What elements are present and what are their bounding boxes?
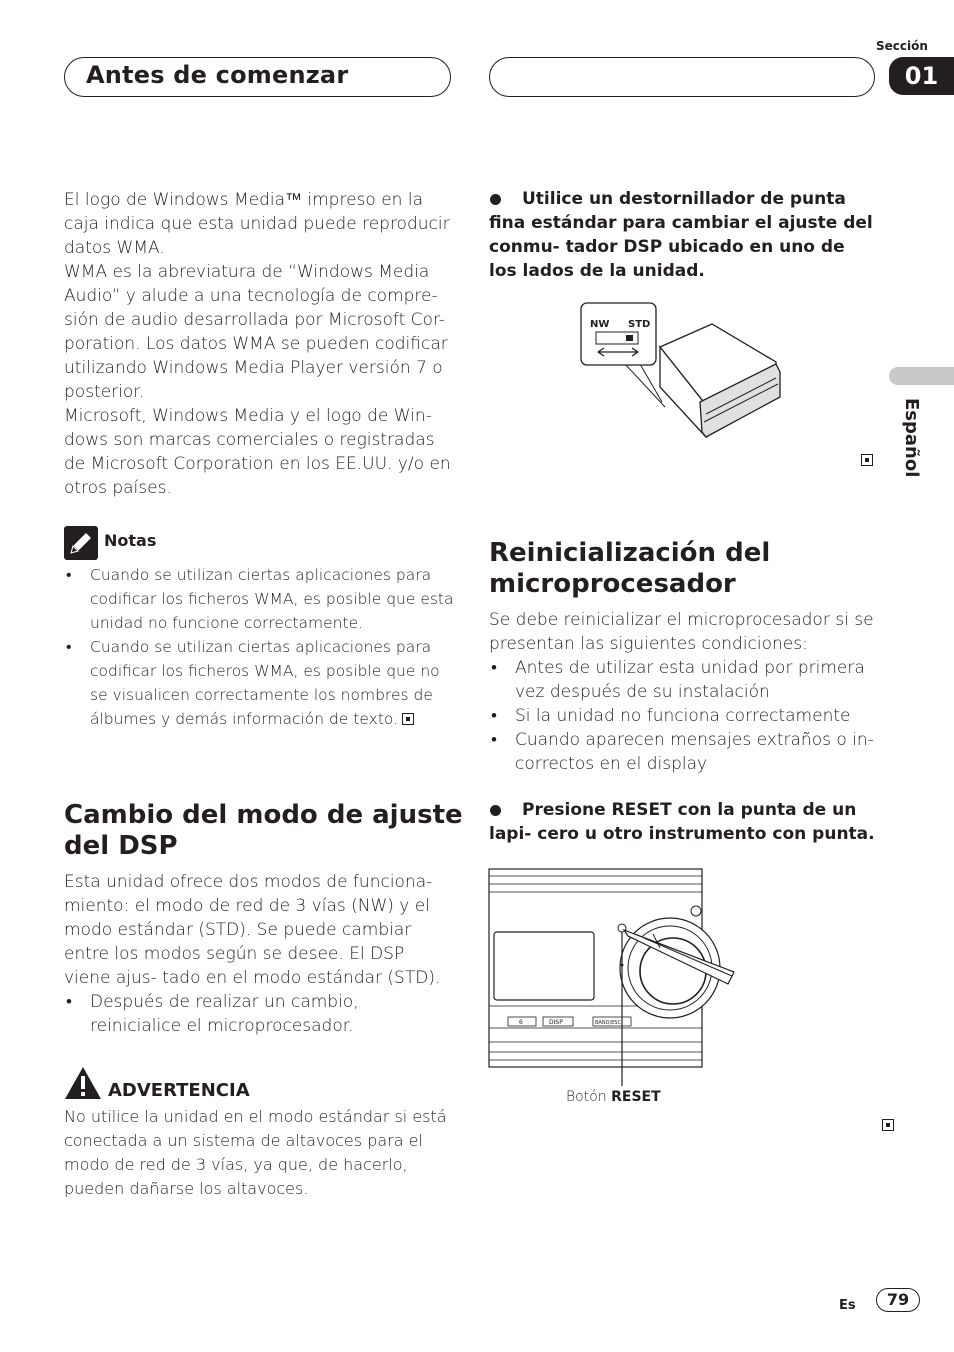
notes-title: Notas	[104, 531, 157, 550]
notes-icon	[64, 526, 98, 560]
intro-paragraph: WMA es la abreviatura de “Windows Media Audio” y alude a una tecnología de compre- sión de audio desarrollada por Microsoft Cor- poration. Los datos WMA se pueden codificar utilizando Windows Media Player versión 7 o posterior.	[64, 262, 448, 402]
page-title: Antes de comenzar	[86, 61, 349, 89]
section-label: Sección	[876, 39, 928, 53]
dsp-bullets	[64, 990, 454, 1038]
warning-icon	[64, 1066, 102, 1100]
device-button-band: BAND/ESC	[595, 1020, 621, 1026]
header-empty-box	[489, 57, 875, 97]
switch-label-nw: NW	[590, 319, 610, 330]
reset-caption	[566, 1089, 661, 1105]
dsp-paragraph: Esta unidad ofrece dos modos de funciona- miento: el modo de red de 3 vías (NW) y el modo estándar (STD). Se puede cambiar entre los modos según se desee. El DSP viene ajus- tado en el modo estándar (STD).	[64, 872, 441, 988]
reset-bullet-item: • Si la unidad no funciona correctamente	[489, 704, 879, 728]
device-button-6: 6	[519, 1019, 523, 1026]
reset-bullet-item: • Antes de utilizar esta unidad por primera vez después de su instalación	[489, 656, 879, 704]
note-item: • Cuando se utilizan ciertas aplicaciones para codificar los ficheros WMA, es posible que esta unidad no funcione correctamente.	[64, 563, 454, 635]
reset-bullet-item: • Cuando aparecen mensajes extraños o in- correctos en el display	[489, 728, 879, 776]
reset-intro: Se debe reinicializar el microprocesador si se presentan las siguientes condiciones:	[489, 610, 874, 654]
end-mark-icon	[861, 454, 873, 466]
notes-list	[64, 563, 454, 731]
intro-paragraph: Microsoft, Windows Media y el logo de Win- dows son marcas comerciales o registradas de Microsoft Corporation en los EE.UU. y/o en otros países.	[64, 406, 451, 498]
language-label: Español	[901, 398, 922, 478]
reset-bullets	[489, 656, 879, 776]
dsp-switch-illustration	[580, 302, 790, 442]
language-tab	[889, 367, 954, 385]
reset-heading: Reinicialización del microprocesador	[489, 538, 771, 599]
warning-title: ADVERTENCIA	[108, 1080, 250, 1101]
reset-illustration	[488, 868, 738, 1088]
switch-label-std: STD	[628, 319, 651, 330]
reset-caption-bold: RESET	[611, 1089, 661, 1105]
end-mark-icon	[402, 713, 414, 725]
dsp-heading: Cambio del modo de ajuste del DSP	[64, 800, 463, 861]
intro-text	[64, 188, 452, 500]
intro-paragraph: El logo de Windows Media™ impreso en la caja indica que esta unidad puede reproducir datos WMA.	[64, 190, 450, 258]
note-item: • Cuando se utilizan ciertas aplicaciones para codificar los ficheros WMA, es posible que no se visualicen correctamente los nombres de álbumes y demás información de texto.	[64, 635, 454, 731]
dsp-instruction: Utilice un destornillador de punta fina estándar para cambiar el ajuste del conmu- tador DSP ubicado en uno de los lados de la unidad.	[489, 189, 873, 281]
footer-lang-code: Es	[839, 1298, 856, 1313]
end-mark-icon	[882, 1119, 894, 1131]
warning-text: No utilice la unidad en el modo estándar si está conectada a un sistema de altavoces para el modo de red de 3 vías, ya que, de hacerlo, pueden dañarse los altavoces.	[64, 1107, 447, 1198]
device-button-disp: DISP	[549, 1019, 563, 1026]
section-number: 01	[889, 57, 954, 95]
reset-instruction: Presione RESET con la punta de un lapi- cero u otro instrumento con punta.	[489, 800, 875, 844]
dsp-bullet-item: • Después de realizar un cambio, reinicialice el microprocesador.	[64, 990, 454, 1038]
page-number: 79	[876, 1288, 920, 1312]
reset-caption-prefix: Botón	[566, 1089, 607, 1105]
